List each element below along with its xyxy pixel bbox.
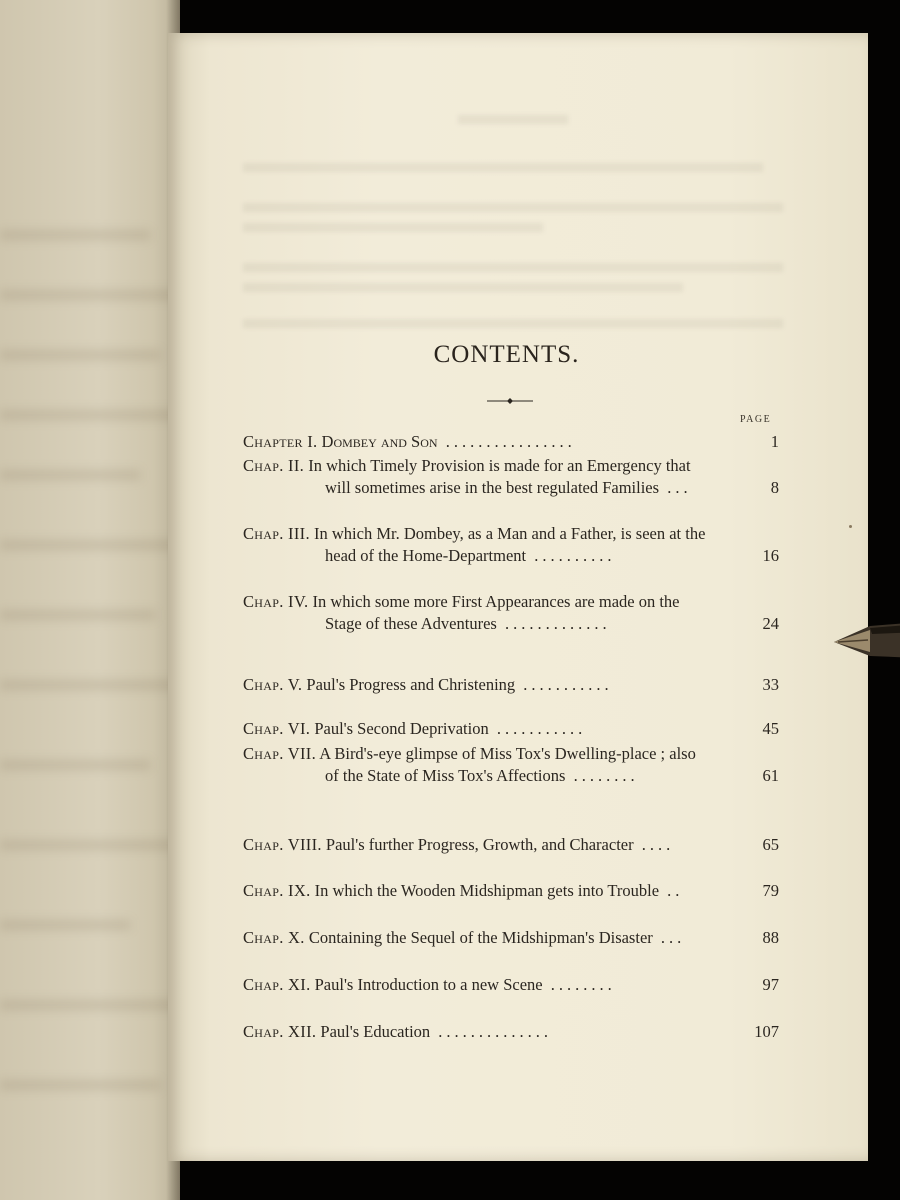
ornament-divider-icon bbox=[487, 398, 533, 404]
left-page-ghost-text bbox=[0, 920, 130, 930]
chapter-title-text: In which the Wooden Midshipman gets into Trouble bbox=[314, 881, 660, 900]
entry-first-line bbox=[243, 523, 775, 545]
leader-dots: ........... bbox=[515, 675, 613, 694]
entry-first-line bbox=[243, 743, 775, 765]
left-page-ghost-text bbox=[0, 610, 155, 620]
contents-entry bbox=[243, 743, 779, 787]
entry-first-line bbox=[243, 674, 775, 696]
chapter-number: Chap. II. bbox=[243, 456, 305, 475]
page-number: 45 bbox=[762, 719, 779, 738]
chapter-number: Chap. VI. bbox=[243, 719, 311, 738]
contents-heading: CONTENTS. bbox=[433, 341, 580, 368]
chapter-title-text: Paul's further Progress, Growth, and Character bbox=[325, 835, 634, 854]
left-page-blurred bbox=[0, 0, 180, 1200]
leader-dots: ................ bbox=[437, 432, 576, 451]
paper-speck bbox=[849, 525, 852, 528]
contents-entry bbox=[243, 718, 779, 740]
chapter-number: Chap. V. bbox=[243, 675, 303, 694]
left-page-ghost-text bbox=[0, 840, 180, 850]
chapter-title-text: Stage of these Adventures bbox=[325, 614, 497, 633]
page-column-label: PAGE bbox=[740, 414, 772, 425]
contents-entry bbox=[243, 455, 779, 499]
leader-dots: .............. bbox=[430, 1022, 553, 1041]
entry-first-line bbox=[243, 455, 775, 477]
chapter-title-text: In which Mr. Dombey, as a Man and a Father, is seen at the bbox=[314, 524, 706, 543]
leader-dots: .. bbox=[659, 881, 684, 900]
left-page-ghost-text bbox=[0, 410, 180, 420]
entry-continuation-line bbox=[243, 477, 775, 499]
contents-entry bbox=[243, 1021, 779, 1043]
chapter-number: Chap. III. bbox=[243, 524, 310, 543]
chapter-title-text: head of the Home-Department bbox=[325, 546, 527, 565]
contents-entry bbox=[243, 927, 779, 949]
leader-dots: .......... bbox=[526, 546, 616, 565]
page-number: 65 bbox=[762, 835, 779, 854]
chapter-title-text: will sometimes arise in the best regulated Families bbox=[325, 478, 660, 497]
page-number: 33 bbox=[762, 675, 779, 694]
chapter-number: Chap. VII. bbox=[243, 744, 316, 763]
chapter-title-text: A Bird's-eye glimpse of Miss Tox's Dwelling-place ; also bbox=[319, 744, 696, 763]
chapter-number: Chap. IX. bbox=[243, 881, 311, 900]
leader-dots: .... bbox=[633, 835, 675, 854]
chapter-title-text: Paul's Introduction to a new Scene bbox=[314, 975, 543, 994]
leader-dots: ... bbox=[659, 478, 692, 497]
leader-dots: ........ bbox=[542, 975, 616, 994]
left-page-ghost-text bbox=[0, 540, 180, 550]
left-page-ghost-text bbox=[0, 680, 180, 690]
contents-entry bbox=[243, 591, 779, 635]
chapter-title-text: Paul's Education bbox=[320, 1022, 431, 1041]
chapter-number: Chap. VIII. bbox=[243, 835, 322, 854]
entry-first-line bbox=[243, 880, 775, 902]
contents-entry bbox=[243, 431, 779, 453]
page-number: 107 bbox=[754, 1022, 779, 1041]
contents-entry bbox=[243, 674, 779, 696]
pen-nib-icon bbox=[830, 618, 900, 664]
chapter-title-text: In which some more First Appearances are made on the bbox=[312, 592, 680, 611]
page-number: 1 bbox=[770, 432, 779, 451]
contents-entry bbox=[243, 974, 779, 996]
chapter-number: Chap. XII. bbox=[243, 1022, 317, 1041]
chapter-title-text: Paul's Second Deprivation bbox=[314, 719, 489, 738]
left-page-ghost-text bbox=[0, 1000, 180, 1010]
leader-dots: ............. bbox=[496, 614, 611, 633]
chapter-title-text: Paul's Progress and Christening bbox=[306, 675, 516, 694]
entry-continuation-line bbox=[243, 545, 775, 567]
entry-first-line bbox=[243, 834, 775, 856]
contents-page bbox=[168, 33, 868, 1161]
entry-first-line bbox=[243, 591, 775, 613]
entry-first-line bbox=[243, 927, 775, 949]
left-page-ghost-text bbox=[0, 760, 150, 770]
chapter-number: Chap. IV. bbox=[243, 592, 309, 611]
chapter-title-text: of the State of Miss Tox's Affections bbox=[325, 766, 566, 785]
page-number: 79 bbox=[762, 881, 779, 900]
page-number: 8 bbox=[770, 478, 779, 497]
chapter-title-text: In which Timely Provision is made for an Emergency that bbox=[308, 456, 691, 475]
contents-entry bbox=[243, 523, 779, 567]
entry-first-line bbox=[243, 974, 775, 996]
page-number: 61 bbox=[762, 766, 779, 785]
leader-dots: ........ bbox=[565, 766, 639, 785]
chapter-number: Chapter I. bbox=[243, 432, 318, 451]
contents-entry bbox=[243, 834, 779, 856]
page-number: 97 bbox=[762, 975, 779, 994]
entry-first-line bbox=[243, 431, 775, 453]
entry-first-line bbox=[243, 718, 775, 740]
left-page-ghost-text bbox=[0, 230, 150, 240]
contents-entry bbox=[243, 880, 779, 902]
entry-continuation-line bbox=[243, 765, 775, 787]
left-page-ghost-text bbox=[0, 470, 140, 480]
page-number: 16 bbox=[762, 546, 779, 565]
page-number: 24 bbox=[762, 614, 779, 633]
chapter-number: Chap. X. bbox=[243, 928, 305, 947]
entry-continuation-line bbox=[243, 613, 775, 635]
leader-dots: ........... bbox=[488, 719, 587, 738]
page-number: 88 bbox=[762, 928, 779, 947]
left-page-ghost-text bbox=[0, 350, 160, 360]
entry-first-line bbox=[243, 1021, 775, 1043]
leader-dots: ... bbox=[652, 928, 686, 947]
chapter-number: Chap. XI. bbox=[243, 975, 311, 994]
chapter-title-text: Dombey and Son bbox=[321, 432, 438, 451]
left-page-ghost-text bbox=[0, 1080, 160, 1090]
table-of-contents bbox=[168, 33, 868, 1161]
chapter-title-text: Containing the Sequel of the Midshipman's Disaster bbox=[308, 928, 653, 947]
left-page-ghost-text bbox=[0, 290, 180, 300]
